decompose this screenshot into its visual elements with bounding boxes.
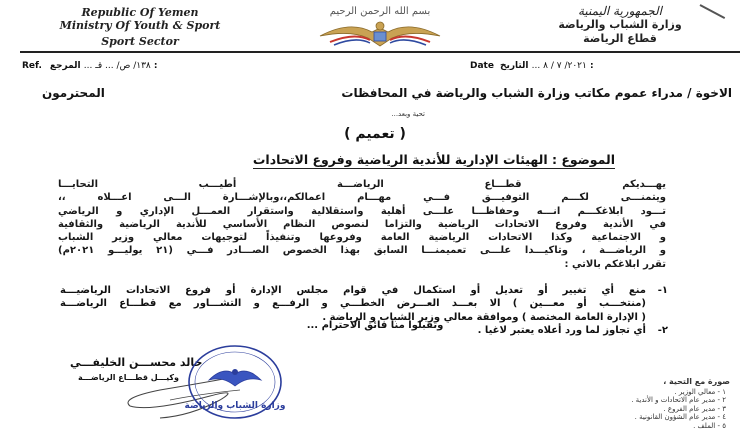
reference-field (22, 61, 158, 71)
date-value: ٢٠٢١/ ٧ / ٨ ... (531, 61, 587, 71)
body-line: في الأندية وفروع الاتحادات الرياضية والتزاما لنصوص النظام الأساسي للأندية الرياضية والثقافية (58, 218, 666, 230)
reference-label-en: Ref. (22, 61, 42, 71)
letterhead-ministry-en: Ministry Of Youth & Sport (59, 19, 221, 32)
directive-text: أي تجاوز لما ورد أعلاه يعتبر لاغيا . (477, 324, 646, 336)
circular-title: ( تعميم ) (344, 126, 406, 142)
subject-line: الموضوع : الهيئات الإدارية للأندية الرياضية وفروع الاتحادات (252, 152, 615, 167)
official-stamp-icon (185, 342, 285, 422)
body-line: و الاجتماعية وكذا الاتحادات الرياضية العامة وفروعها وتنفيذاً لتوجيهات معالي وزير الشباب (58, 232, 666, 244)
copies-list (570, 378, 730, 430)
body-line: ويتمنـــى لكـــم التوفيـــق فـــي مهـــام اعمالكم،،وبالإشـــارة الـــى اعـــلاه ،، (58, 192, 666, 204)
reference-value: ١٣٨/ ص/ ... قـ ... (83, 61, 151, 71)
signatory-name: خالد محســـن الخليفـــي (70, 356, 203, 369)
signatory-title: وكيـــل قطـــاع الرياضـــة (78, 373, 180, 382)
copies-item: ١ - معالي الوزير . (674, 387, 726, 396)
copies-item: ٢ - مدير عام الاتحادات و الأندية . (631, 396, 726, 404)
directive-item (60, 284, 668, 297)
emblem-caption: بسم الله الرحمن الرحيم (329, 6, 431, 17)
letterhead-country-en: Republic Of Yemen (81, 6, 199, 19)
body-line: يهـــديكم قطـــاع الرياضـــة أطيـــب التحايـــا (58, 179, 666, 190)
copies-item: ٤ - مدير عام الشؤون القانونية . (634, 413, 726, 421)
date-field (470, 61, 594, 71)
reference-label-ar: المرجع : (49, 61, 158, 71)
letterhead-country-ar: الجمهورية اليمنية (577, 4, 662, 18)
english-letterhead (40, 6, 240, 48)
greeting: تحية وبعد... (391, 110, 425, 118)
body-line: تقرر ابلاغكم بالاتي : (564, 258, 666, 270)
honorific: المحترمون (42, 86, 105, 100)
copies-heading: صورة مع التحية ، (663, 377, 730, 386)
header-divider (20, 51, 740, 53)
copies-item: ٣ - مدير عام الفروع . (663, 404, 726, 413)
letterhead-sector-ar: قطاع الرياضة (583, 32, 657, 45)
stamp-text: وزارة الشباب والرياضة (185, 401, 285, 411)
directive-text: (منتخـــب أو معـــين ) الا بعـــد العـــرض الخطـــي و الرفـــع و التشـــاور مع قطـــاع الرياضـــة (60, 298, 646, 310)
body-line: و الرياضـــة ، وتاكيـــدا علـــى تعميمنـــا السابق بهذا الخصوص الصـــادر فـــي (٢١ يوليـــو ٢٠٢١م) (58, 245, 666, 257)
copies-item: ٥ - الملف . (693, 421, 726, 430)
directive-number: ٢- (657, 324, 668, 336)
yemen-emblem-icon (300, 2, 460, 50)
date-label-ar: التاريخ : (499, 61, 594, 71)
addressee-line: الاخوة / مدراء عموم مكاتب وزارة الشباب والرياضة في المحافظات (341, 86, 732, 100)
directive-text: منع أي تغيير أو تعديل أو استكمال في قوام مجلس الإدارة أو فروع الاتحادات الرياضيـــة (60, 285, 646, 296)
directive-number: ١- (657, 285, 668, 296)
arabic-letterhead (530, 4, 710, 46)
directive-text: ( الإدارة العامة المختصة ) وموافقة معالي وزير الشباب و الرياضة . (322, 311, 646, 323)
date-label-en: Date (470, 61, 494, 71)
letterhead-sector-en: Sport Sector (101, 35, 179, 48)
body-line: تـــود ابلاغكـــم انـــه وحفاظـــا علـــى أهلية واستقلالية واستقرار العمـــل الإداري و الرياضي (58, 205, 666, 217)
closing-line: وتقبلوا منا فائق الاحترام ... (306, 320, 444, 331)
letterhead-ministry-ar: وزارة الشباب والرياضة (558, 18, 682, 31)
letter-body (58, 178, 666, 271)
